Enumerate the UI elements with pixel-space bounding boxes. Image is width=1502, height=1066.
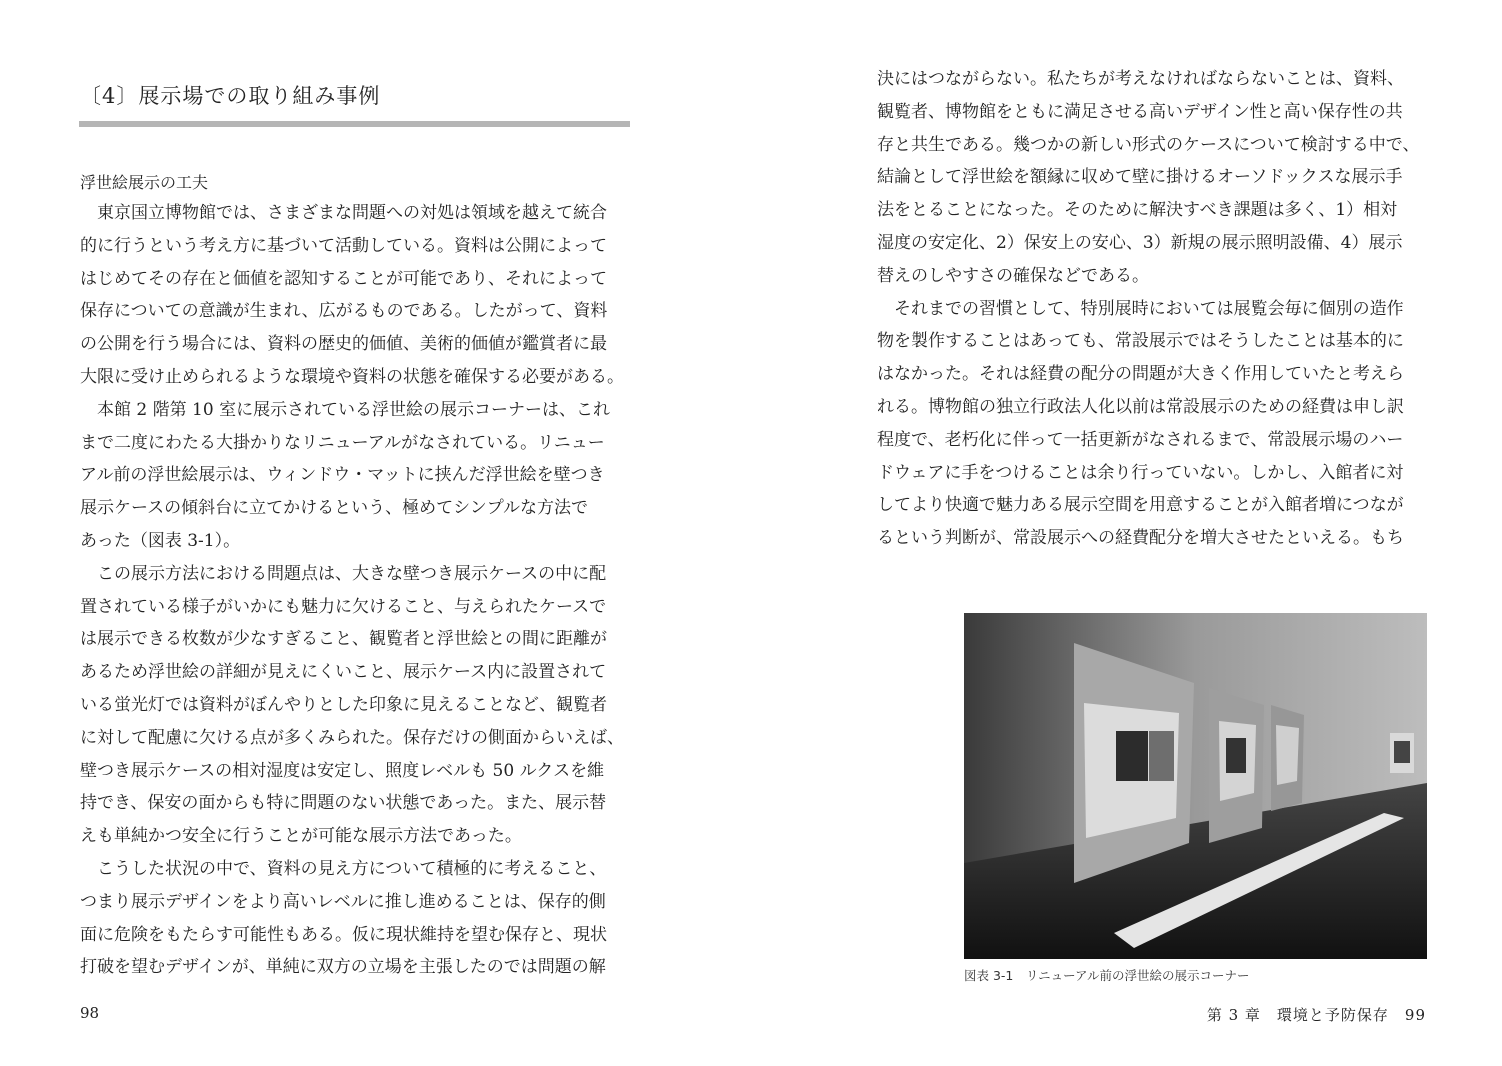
right-body-line: るという判断が、常設展示への経費配分を増大させたといえる。もち [877,528,1404,549]
right-body-text [877,63,1437,555]
right-page [751,0,1502,1066]
left-body-line: 壁つき展示ケースの相対湿度は安定し、照度レベルも 50 ルクスを維 [80,760,605,781]
left-body-line: 東京国立博物館では、さまざまな問題への対処は領域を越えて統合 [80,203,607,223]
left-body-text [80,197,640,984]
subheading: 浮世絵展示の工夫 [80,173,209,192]
right-body-line: 湿度の安定化、2）保安上の安心、3）新規の展示照明設備、4）展示 [877,232,1403,253]
footer-chapter-page: 第 3 章 環境と予防保存 99 [1206,1006,1426,1024]
title-rule [79,121,630,127]
left-body-line: の公開を行う場合には、資料の歴史的価値、美術的価値が鑑賞者に最 [80,334,607,355]
left-body-line: こうした状況の中で、資料の見え方について積極的に考えること、 [80,858,607,879]
left-body-line: つまり展示デザインをより高いレベルに推し進めることは、保存的側 [80,891,606,912]
right-body-line: ドウェアに手をつけることは余り行っていない。しかし、入館者に対 [877,462,1404,483]
left-body-line: アル前の浮世絵展示は、ウィンドウ・マットに挟んだ浮世絵を壁つき [80,465,605,486]
left-body-line: まで二度にわたる大掛かりなリニューアルがなされている。リニュー [80,432,605,453]
right-body-line: 存と共生である。幾つかの新しい形式のケースについて検討する中で、 [877,134,1420,155]
left-body-line: 持でき、保安の面からも特に問題のない状態であった。また、展示替 [80,793,607,814]
right-body-line: 結論として浮世絵を額縁に収めて壁に掛けるオーソドックスな展示手 [877,167,1403,188]
left-body-line: 大限に受け止められるような環境や資料の状態を確保する必要がある。 [80,366,624,387]
left-body-line: 面に危険をもたらす可能性もある。仮に現状維持を望む保存と、現状 [80,924,607,945]
right-body-line: 替えのしやすさの確保などである。 [877,265,1149,286]
figure-caption: 図表 3-1 リニューアル前の浮世絵の展示コーナー [964,968,1250,983]
left-body-line: 保存についての意識が生まれ、広がるものである。したがって、資料 [80,301,608,322]
right-body-line: れる。博物館の独立行政法人化以前は常設展示のための経費は申し訳 [877,396,1404,417]
left-body-line: 的に行うという考え方に基づいて活動している。資料は公開によって [80,235,607,256]
left-body-line: えも単純かつ安全に行うことが可能な展示方法であった。 [80,826,522,847]
left-body-line: 展示ケースの傾斜台に立てかけるという、極めてシンプルな方法で [80,498,589,519]
right-body-line: 法をとることになった。そのために解決すべき課題は多く、1）相対 [877,200,1398,221]
left-body-line: はじめてその存在と価値を認知することが可能であり、それによって [80,268,607,289]
left-body-line: この展示方法における問題点は、大きな壁つき展示ケースの中に配 [80,563,607,584]
right-body-line: 観覧者、博物館をともに満足させる高いデザイン性と高い保存性の共 [877,101,1403,122]
figure-photo [964,613,1427,959]
left-body-line: あった（図表 3-1）。 [80,530,241,551]
left-body-line: に対して配慮に欠ける点が多くみられた。保存だけの側面からいえば、 [80,727,624,748]
section-title: 〔4〕展示場での取り組み事例 [80,84,381,108]
left-body-line: 打破を望むデザインが、単純に双方の立場を主張したのでは問題の解 [80,957,606,978]
left-body-line: 置されている様子がいかにも魅力に欠けること、与えられたケースで [80,596,607,617]
right-body-line: 程度で、老朽化に伴って一括更新がなされるまで、常設展示場のハー [877,429,1404,450]
right-body-line: してより快適で魅力ある展示空間を用意することが入館者増につなが [877,495,1404,516]
left-body-line: いる蛍光灯では資料がぼんやりとした印象に見えることなど、観覧者 [80,694,607,715]
right-body-line: それまでの習慣として、特別展時においては展覧会毎に個別の造作 [877,298,1404,319]
right-body-line: 物を製作することはあっても、常設展示ではそうしたことは基本的に [877,331,1404,352]
page-number-left: 98 [80,1004,100,1022]
left-body-line: あるため浮世絵の詳細が見えにくいこと、展示ケース内に設置されて [80,662,607,683]
right-body-line: はなかった。それは経費の配分の問題が大きく作用していたと考えら [877,364,1404,385]
left-body-line: 本館 2 階第 10 室に展示されている浮世絵の展示コーナーは、これ [80,399,611,420]
right-body-line: 決にはつながらない。私たちが考えなければならないことは、資料、 [877,69,1404,89]
left-body-line: は展示できる枚数が少なすぎること、観覧者と浮世絵との間に距離が [80,629,607,650]
